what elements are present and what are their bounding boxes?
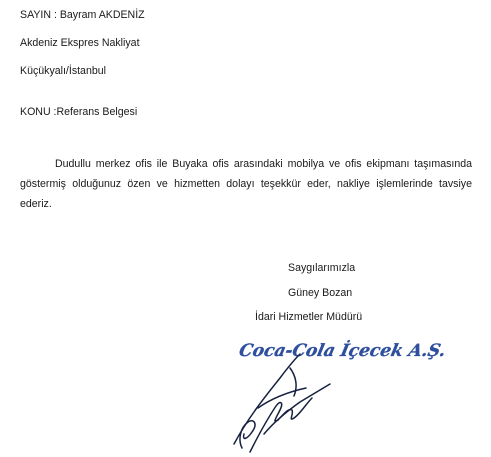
- signer-title: İdari Hizmetler Müdürü: [255, 311, 363, 323]
- recipient-address: Küçükyalı/İstanbul: [20, 65, 106, 77]
- signer-name: Güney Bozan: [288, 287, 353, 299]
- recipient-name: SAYIN : Bayram AKDENİZ: [20, 9, 145, 21]
- stamp-text: Coca-Cola İçecek A.Ş.: [237, 341, 448, 361]
- subject-line: KONU :Referans Belgesi: [20, 106, 138, 118]
- handwritten-signature: [228, 348, 338, 457]
- closing-phrase: Saygılarımızla: [288, 262, 356, 274]
- recipient-company: Akdeniz Ekspres Nakliyat: [20, 37, 140, 49]
- letter-body: Dudullu merkez ofis ile Buyaka ofis arasındaki mobilya ve ofis ekipmanı taşımasında göstermiş olduğunuz özen ve hizmetten dolayı teşekkür eder, nakliye işlemlerinde tavsiye ederiz.: [20, 158, 472, 210]
